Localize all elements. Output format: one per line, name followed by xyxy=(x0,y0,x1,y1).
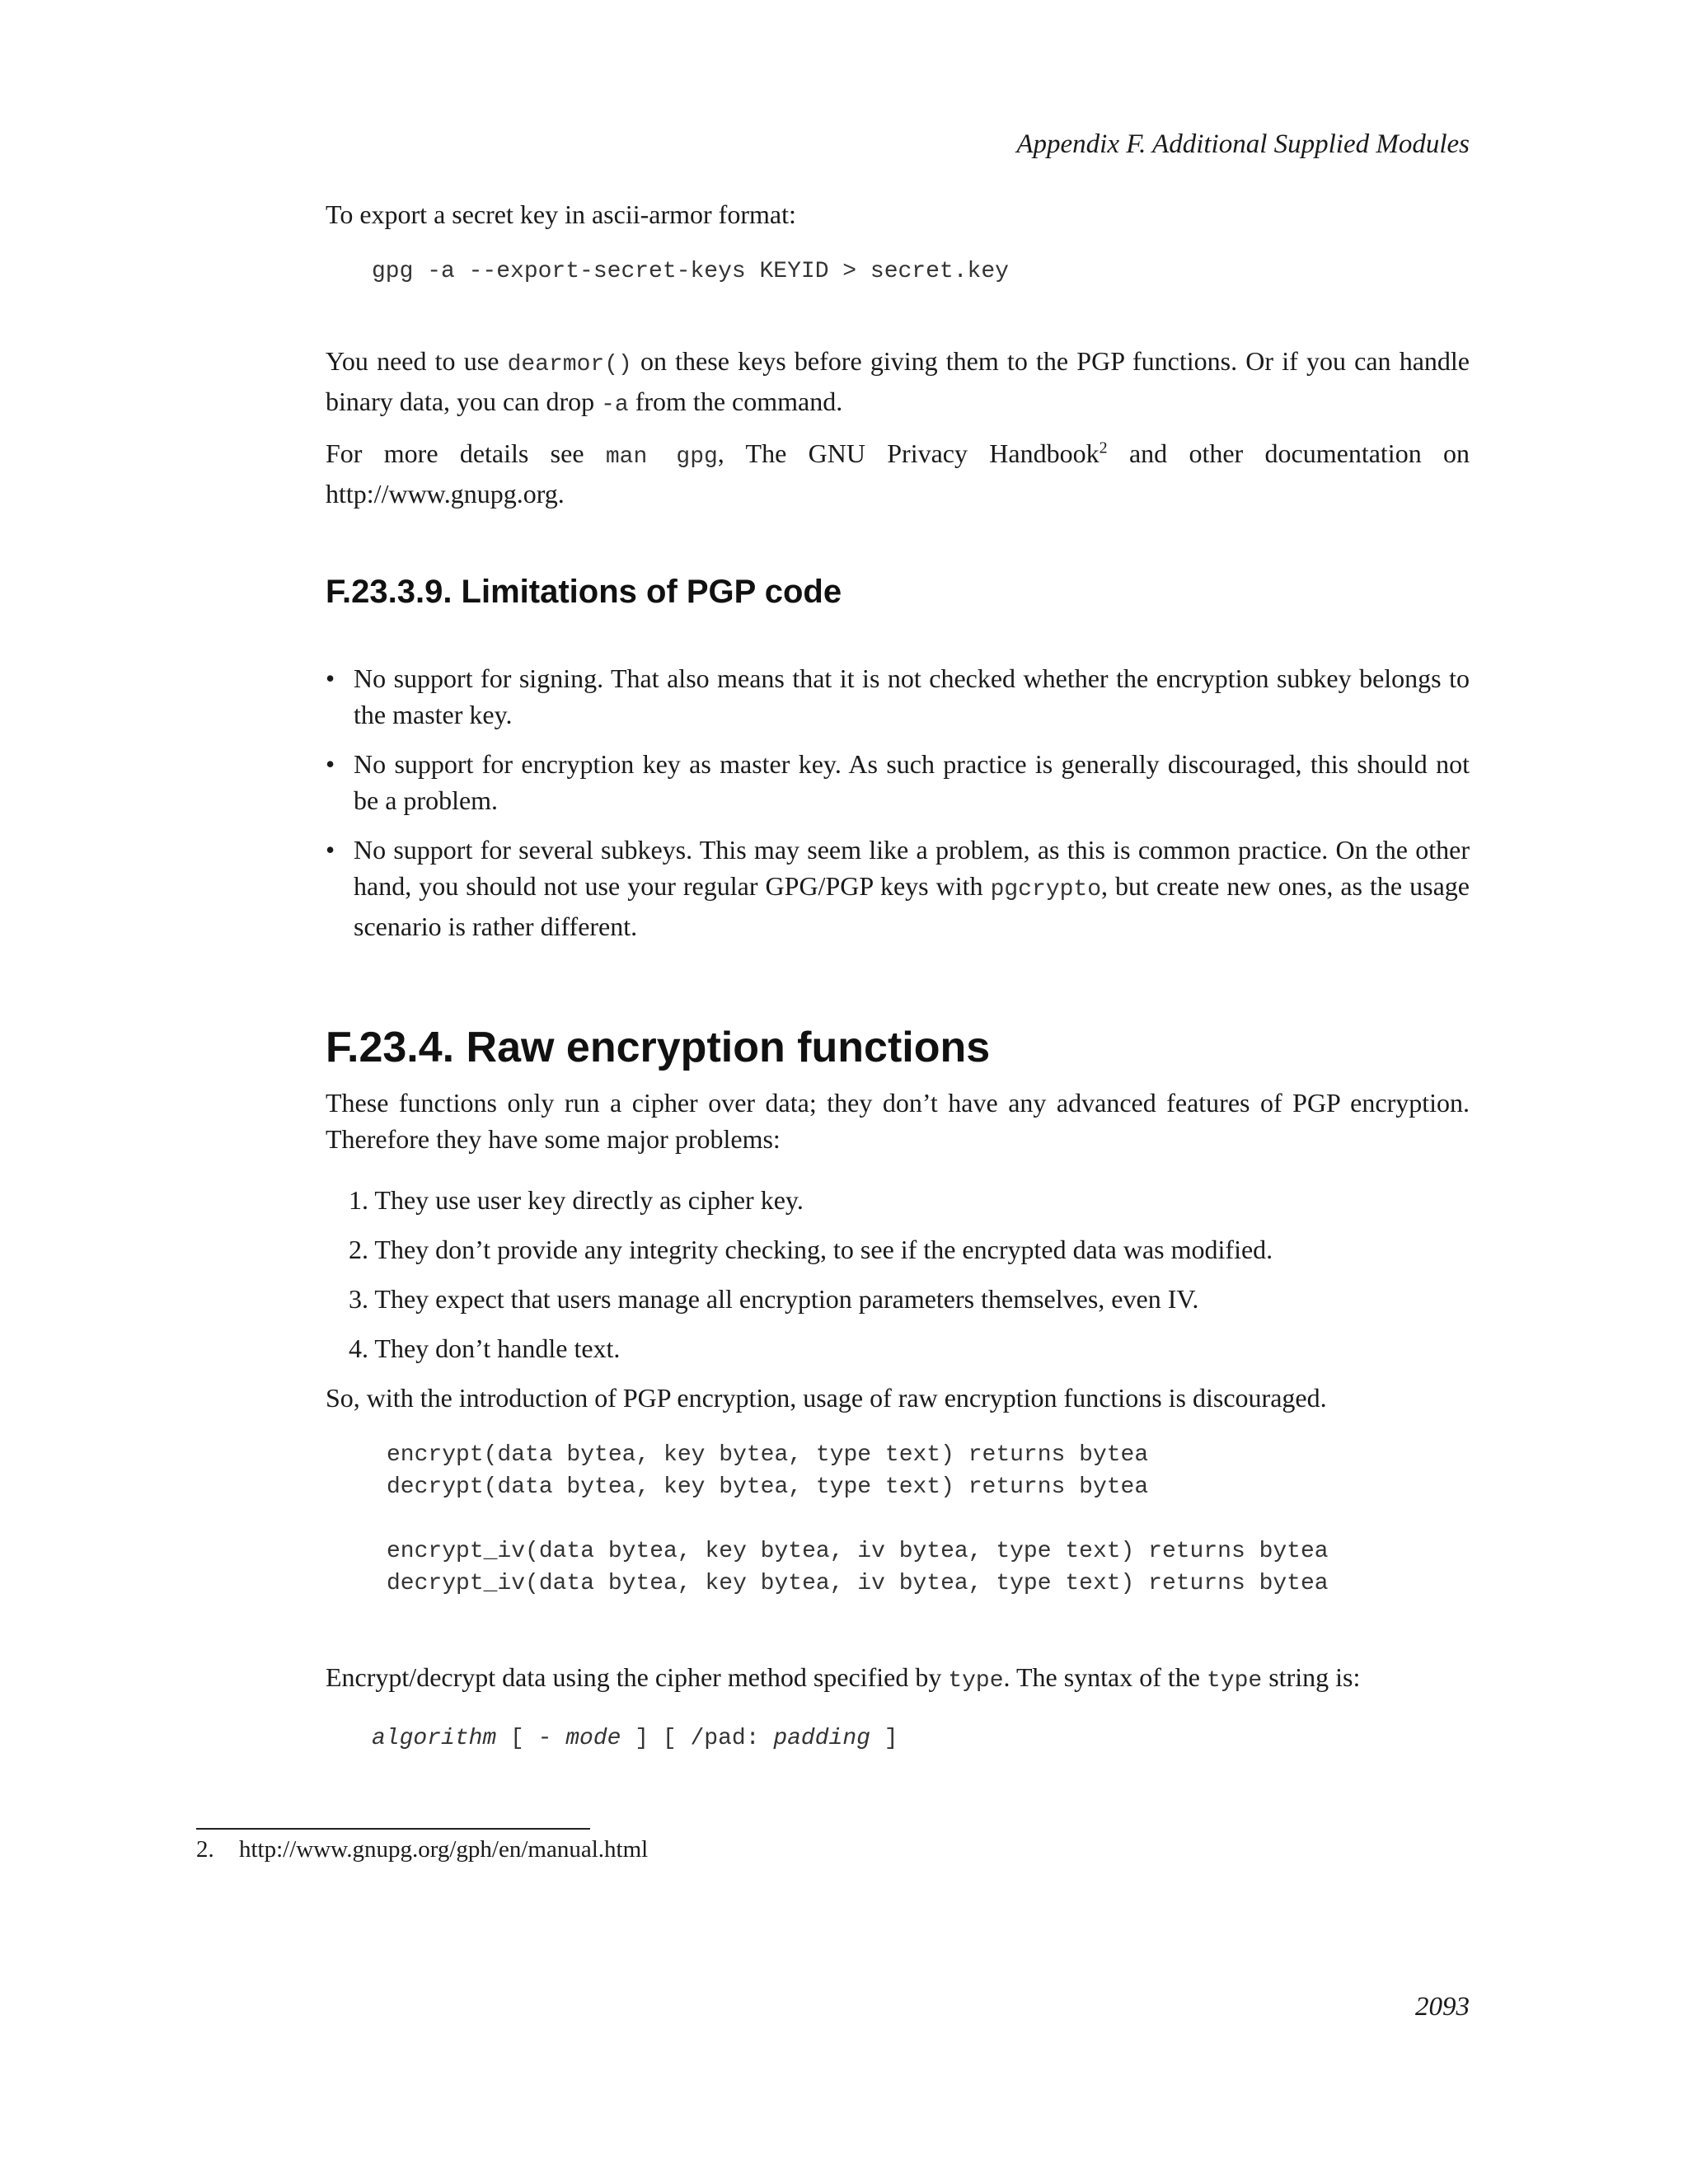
inline-code: dearmor() xyxy=(507,352,632,377)
running-header: Appendix F. Additional Supplied Modules xyxy=(1016,129,1470,159)
list-item: 4. They don’t handle text. xyxy=(349,1333,621,1363)
code-line: encrypt_iv(data bytea, key bytea, iv bytea, type text) returns bytea xyxy=(387,1539,1329,1564)
footnote-link[interactable]: http://www.gnupg.org/gph/en/manual.html xyxy=(239,1836,649,1863)
footnote xyxy=(196,1833,648,1866)
details-paragraph: For more details see man gpg, The GNU Privacy Handbook$^2$ and other documentation on http://www.gnupg.org. xyxy=(326,438,1470,509)
list-item: 3. They expect that users manage all encryption parameters themselves, even IV. xyxy=(349,1284,1199,1314)
footnote-ref[interactable]: 2 xyxy=(1099,438,1108,457)
syntax-paragraph: Encrypt/decrypt data using the cipher method specified by type. The syntax of the type string is: xyxy=(326,1662,1361,1694)
export-intro: To export a secret key in ascii-armor format: xyxy=(326,199,796,229)
code-line: decrypt_iv(data bytea, key bytea, iv bytea, type text) returns bytea xyxy=(387,1571,1329,1596)
function-signatures-code xyxy=(387,1439,1470,1600)
inline-code: man gpg xyxy=(605,444,718,470)
code-line: decrypt(data bytea, key bytea, type text) returns bytea xyxy=(387,1474,1149,1500)
inline-code: pgcrypto xyxy=(990,877,1101,902)
inline-code: type xyxy=(1207,1668,1263,1694)
list-item: 2. They don’t provide any integrity checking, to see if the encrypted data was modified. xyxy=(349,1235,1273,1264)
problems-list xyxy=(326,1182,1470,1366)
footnote-rule xyxy=(196,1828,590,1830)
list-item: • No support for several subkeys. This may seem like a problem, as this is common practice. On the other hand, you should not use your regular GPG/PGP keys with pgcrypto, but create new ones, as the usage scenario is rather different. xyxy=(326,835,1470,941)
list-item: • No support for encryption key as master key. As such practice is generally discouraged, this should not be a problem. xyxy=(326,749,1470,815)
section-heading-limitations: F.23.3.9. Limitations of PGP code xyxy=(326,574,842,610)
inline-code: -a xyxy=(601,392,629,418)
dearmor-paragraph: You need to use dearmor() on these keys before giving them to the PGP functions. Or if you can handle binary data, you can drop -a from the command. xyxy=(326,346,1470,418)
list-item: • No support for signing. That also means that it is not checked whether the encryption subkey belongs to the master key. xyxy=(326,663,1470,729)
export-command-code: gpg -a --export-secret-keys KEYID > secret.key xyxy=(372,259,1009,284)
page-number: 2093 xyxy=(1415,1992,1470,2022)
type-syntax-code: algorithm [ - mode ] [ /pad: padding ] xyxy=(372,1726,898,1751)
code-line: encrypt(data bytea, key bytea, type text) returns bytea xyxy=(387,1442,1149,1468)
footnote-number: 2. xyxy=(196,1836,214,1863)
section-heading-raw-encryption: F.23.4. Raw encryption functions xyxy=(326,1024,991,1071)
main-content xyxy=(326,196,1470,1755)
list-item: 1. They use user key directly as cipher key. xyxy=(349,1185,804,1215)
inline-code: type xyxy=(948,1668,1004,1694)
discouraged-paragraph: So, with the introduction of PGP encryption, usage of raw encryption functions is discouraged. xyxy=(326,1383,1327,1413)
raw-intro-paragraph: These functions only run a cipher over data; they don’t have any advanced features of PGP encryption. Therefore they have some major problems: xyxy=(326,1088,1470,1154)
limitations-list xyxy=(326,660,1470,944)
code-line xyxy=(387,1503,1470,1535)
